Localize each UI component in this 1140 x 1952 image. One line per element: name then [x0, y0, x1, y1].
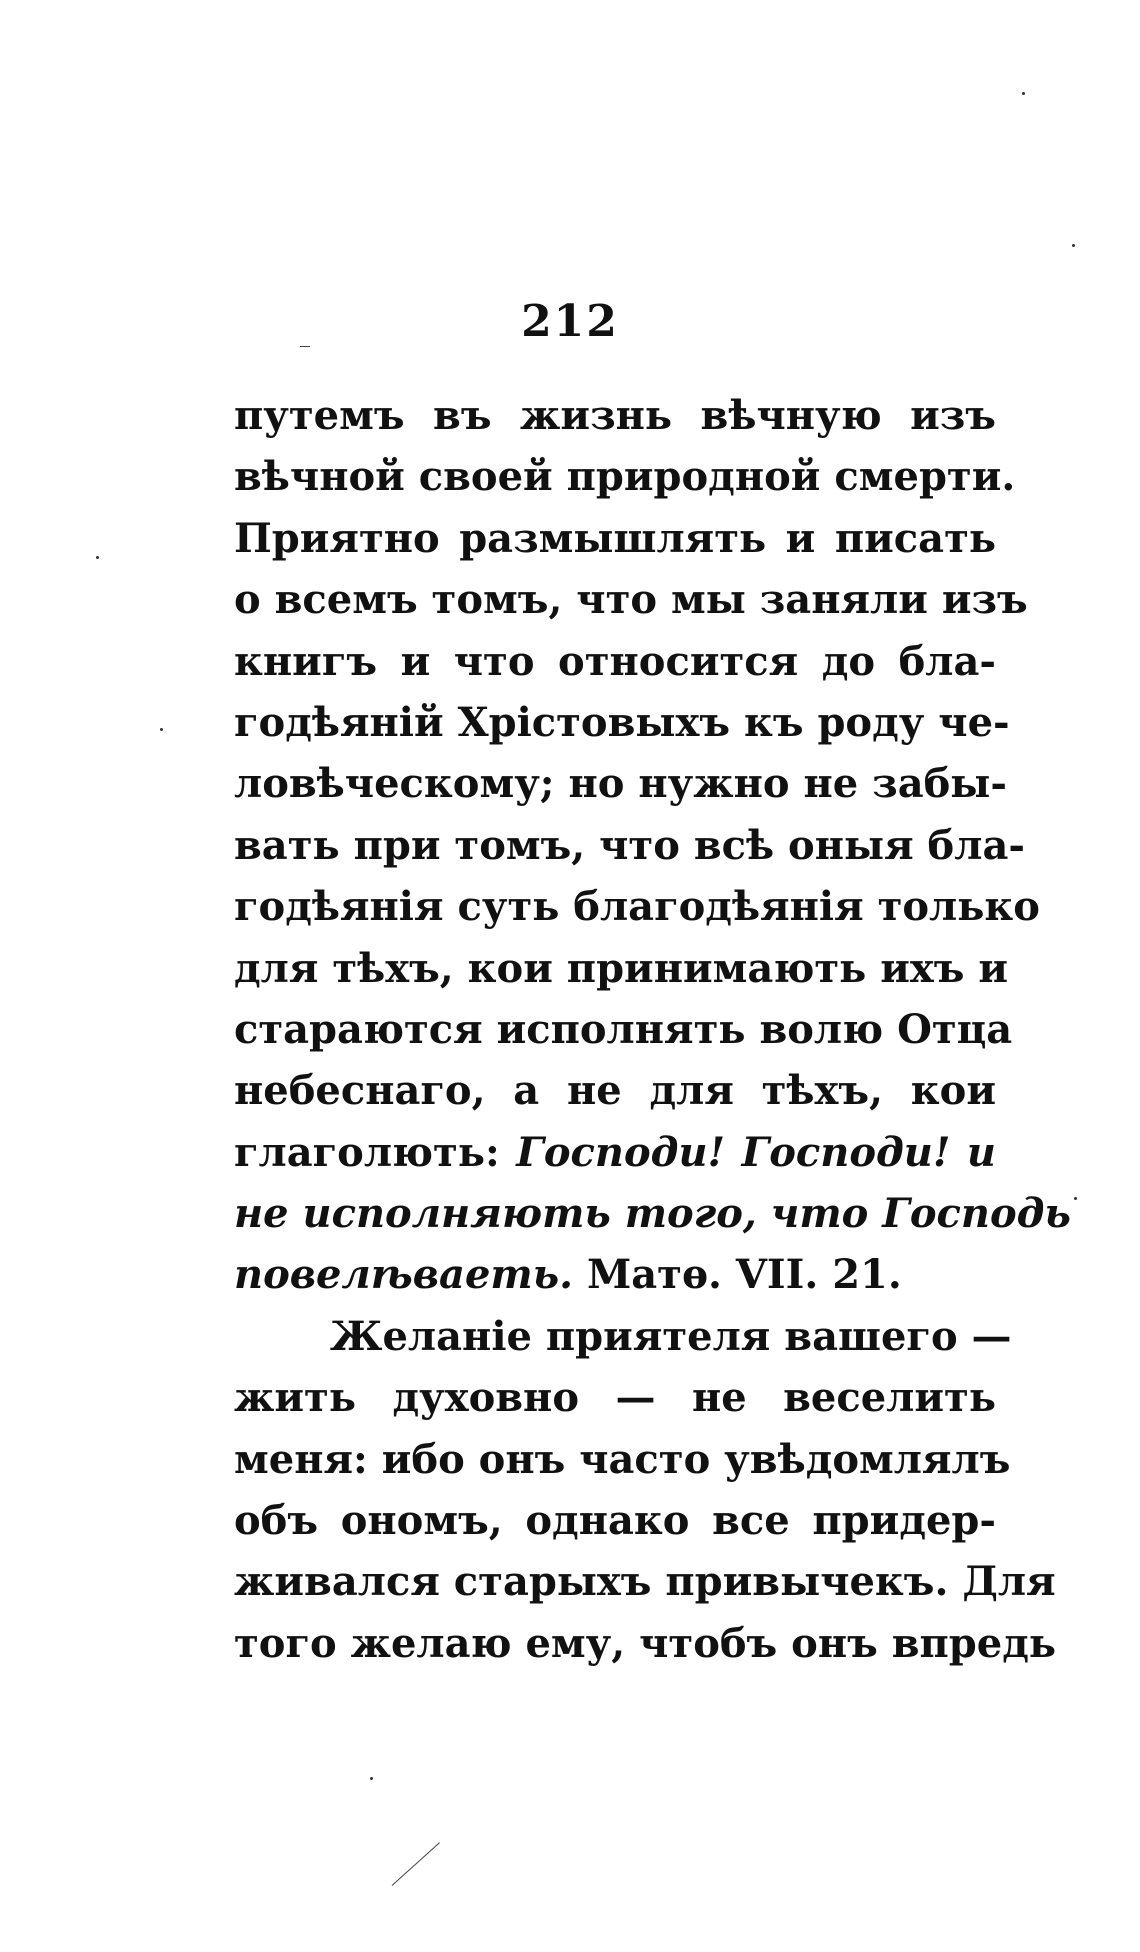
text-segment: для тѣхъ, кои принимають ихъ и: [234, 944, 1008, 992]
scan-speck: [370, 1777, 373, 1780]
text-segment: глаголють:: [234, 1128, 517, 1176]
italic-quote: Господи! Господи! и: [516, 1128, 997, 1176]
text-line: [234, 508, 996, 569]
text-line: [234, 999, 1013, 1060]
scan-speck: [1074, 1197, 1077, 1200]
text-line: [234, 938, 1008, 999]
page-number: 212: [521, 296, 619, 347]
text-line: [234, 1551, 1056, 1612]
text-segment: о всемъ томъ, что мы заняли изъ: [234, 576, 1028, 624]
text-line: [234, 692, 1010, 753]
scan-speck: [1072, 244, 1075, 247]
text-line: [234, 1490, 996, 1551]
text-line: [234, 1367, 996, 1428]
text-segment: Желаніе приятеля вашего —: [330, 1312, 1012, 1360]
text-line: [234, 753, 1008, 814]
paragraph-1: [234, 385, 1071, 1306]
text-segment: Приятно размышлять и писать: [234, 514, 996, 562]
text-segment: Матѳ. VII. 21.: [573, 1251, 902, 1299]
text-line: [234, 631, 996, 692]
text-line: [234, 1122, 996, 1183]
text-segment: вѣчной своей природной смерти.: [234, 453, 1016, 501]
scan-speck: [1022, 92, 1025, 95]
text-segment: вать при томъ, что всѣ оныя бла-: [234, 821, 1025, 869]
text-line: [234, 1613, 1057, 1674]
text-line: [234, 1183, 1071, 1244]
text-segment: путемъ въ жизнь вѣчную изъ: [234, 392, 996, 439]
paragraph-2: [234, 1306, 1057, 1674]
text-segment: ловѣческому; но нужно не забы-: [234, 760, 1008, 808]
text-segment: небеснаго, а не для тѣхъ, кои: [234, 1067, 996, 1115]
text-line: [234, 569, 1028, 630]
italic-quote: не исполняють того, что Господь: [234, 1190, 1071, 1238]
text-segment: книгъ и что относится до бла-: [234, 637, 996, 685]
text-line: [234, 385, 996, 446]
text-line: [234, 1429, 1011, 1490]
scan-speck: [96, 556, 99, 559]
text-line: [234, 876, 1040, 937]
text-segment: жить духовно — не веселить: [234, 1374, 996, 1422]
text-segment: живался старыхъ привычекъ. Для: [234, 1558, 1056, 1606]
text-line: [234, 446, 1016, 507]
scan-speck: [160, 728, 163, 731]
text-segment: того желаю ему, чтобъ онъ впредь: [234, 1619, 1057, 1667]
scan-scratch: [300, 346, 310, 347]
text-segment: годѣяній Хрістовыхъ къ роду че-: [234, 698, 1010, 746]
text-line: [234, 1060, 996, 1121]
text-segment: меня: ибо онъ часто увѣдомлялъ: [234, 1435, 1011, 1483]
text-line: [234, 1244, 996, 1305]
text-line: [234, 815, 1025, 876]
text-segment: объ ономъ, однако все придер-: [234, 1497, 996, 1545]
text-line: [234, 1306, 1012, 1367]
text-segment: стараются исполнять волю Отца: [234, 1005, 1013, 1053]
body-text: [234, 385, 1071, 1674]
text-segment: годѣянія суть благодѣянія только: [234, 883, 1040, 931]
scan-scratch: [392, 1842, 440, 1886]
italic-quote: повелѣваеть.: [234, 1251, 574, 1299]
